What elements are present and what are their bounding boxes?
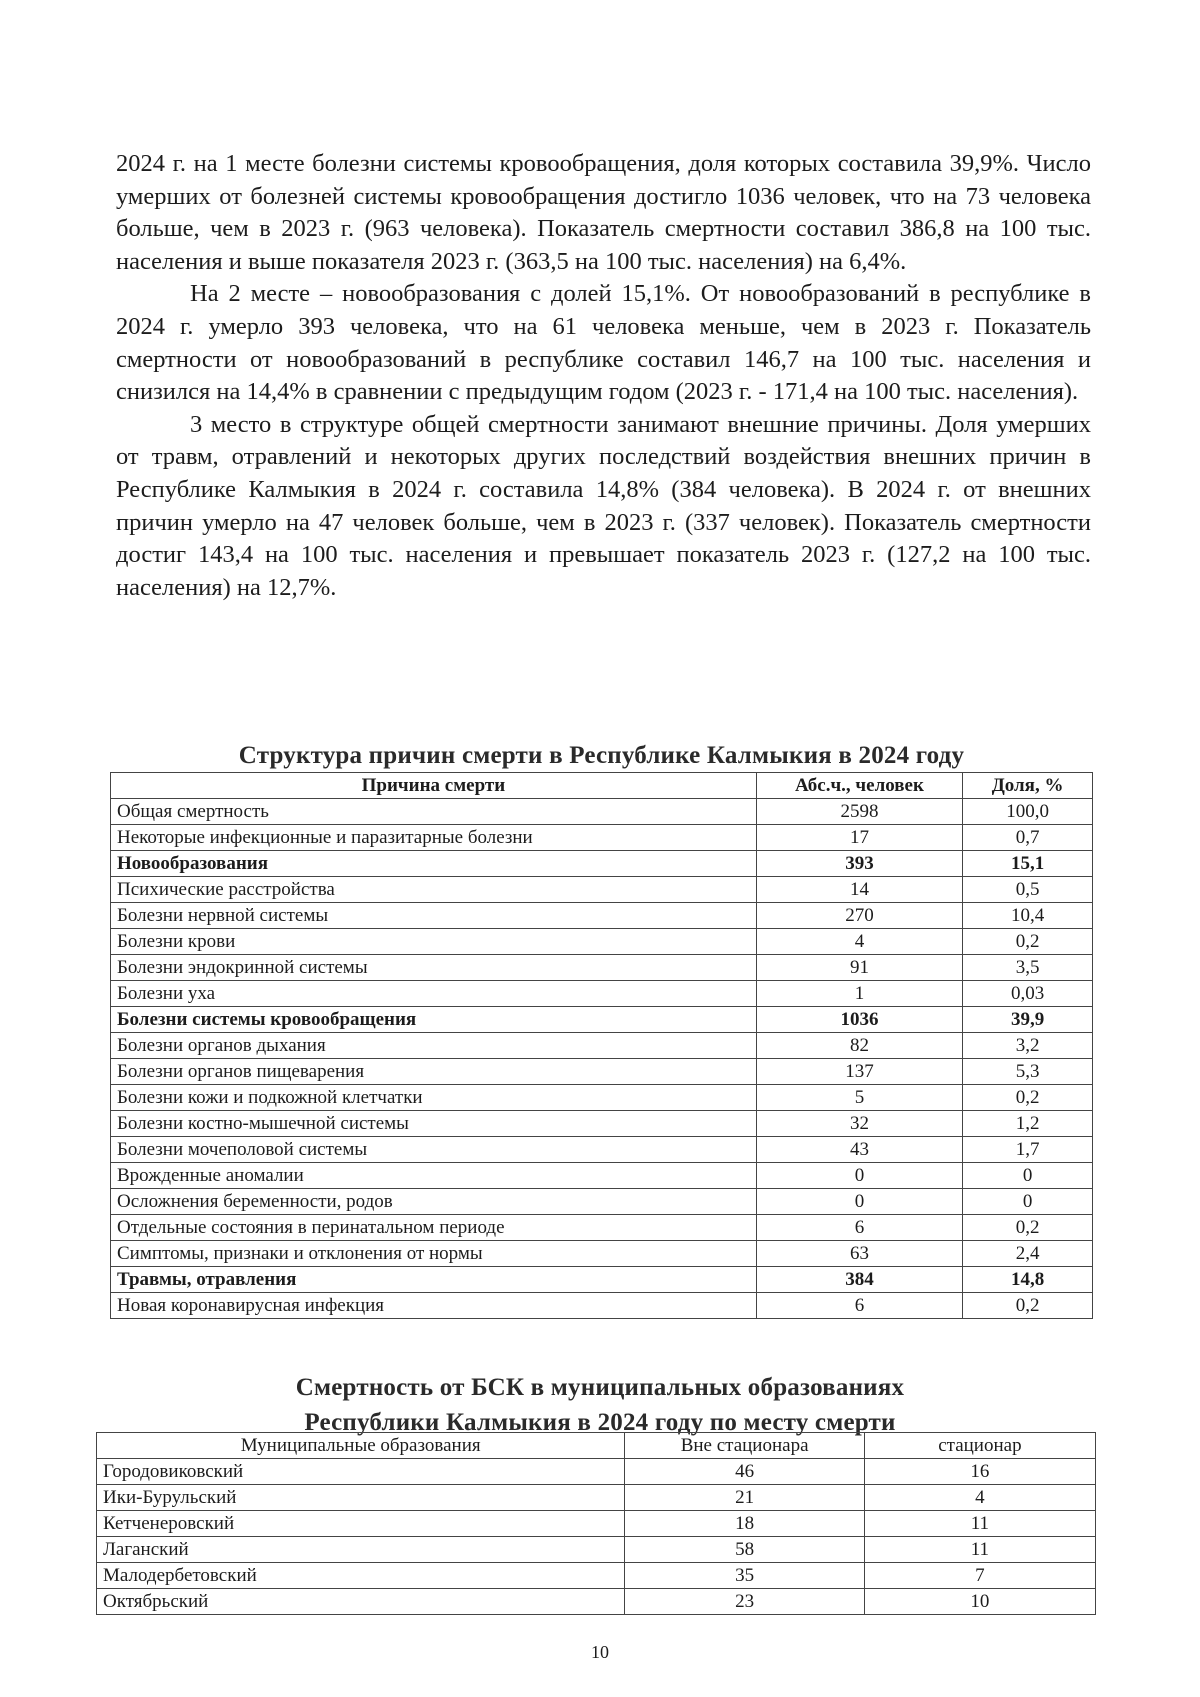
cell-abs: 393 (756, 851, 962, 877)
table-row (111, 929, 1093, 955)
cell-abs: 63 (756, 1241, 962, 1267)
cell-share: 10,4 (963, 903, 1093, 929)
table1-title: Структура причин смерти в Республике Калмыкия в 2024 году (238, 742, 965, 769)
table-row (111, 877, 1093, 903)
cell-outside-hospital: 21 (625, 1485, 864, 1511)
table-row (111, 903, 1093, 929)
cell-abs: 384 (756, 1267, 962, 1293)
cell-cause: Болезни органов пищеварения (111, 1059, 757, 1085)
cell-abs: 91 (756, 955, 962, 981)
cell-cause: Болезни уха (111, 981, 757, 1007)
table-row (111, 981, 1093, 1007)
causes-of-death-table (110, 772, 1093, 1319)
cell-share: 0,2 (963, 929, 1093, 955)
table-row (111, 1215, 1093, 1241)
table-row (111, 1293, 1093, 1319)
cell-share: 1,2 (963, 1111, 1093, 1137)
cell-share: 15,1 (963, 851, 1093, 877)
table-row (97, 1459, 1096, 1485)
table2-title (100, 1370, 1100, 1440)
cell-share: 0,03 (963, 981, 1093, 1007)
cell-outside-hospital: 58 (625, 1537, 864, 1563)
cell-abs: 1036 (756, 1007, 962, 1033)
cell-abs: 137 (756, 1059, 962, 1085)
cell-cause: Болезни кожи и подкожной клетчатки (111, 1085, 757, 1111)
cell-abs: 2598 (756, 799, 962, 825)
table2-title-line1: Смертность от БСК в муниципальных образованиях (295, 1374, 905, 1401)
cell-abs: 17 (756, 825, 962, 851)
cell-abs: 6 (756, 1293, 962, 1319)
cell-share: 0,7 (963, 825, 1093, 851)
cell-cause: Болезни органов дыхания (111, 1033, 757, 1059)
cell-share: 1,7 (963, 1137, 1093, 1163)
cell-cause: Травмы, отравления (111, 1267, 757, 1293)
table-row (111, 955, 1093, 981)
cell-share: 0,5 (963, 877, 1093, 903)
cell-outside-hospital: 18 (625, 1511, 864, 1537)
table-row (111, 1267, 1093, 1293)
table-row (97, 1589, 1096, 1615)
cell-share: 5,3 (963, 1059, 1093, 1085)
cell-cause: Болезни мочеполовой системы (111, 1137, 757, 1163)
table-header-row (97, 1433, 1096, 1459)
cell-share: 0,2 (963, 1085, 1093, 1111)
table2-title-line2: Республики Калмыкия в 2024 году по месту смерти (304, 1409, 896, 1436)
cell-cause: Общая смертность (111, 799, 757, 825)
cell-abs: 82 (756, 1033, 962, 1059)
bsk-municipal-table (96, 1432, 1096, 1615)
cell-abs: 43 (756, 1137, 962, 1163)
cell-municipality: Октябрьский (97, 1589, 625, 1615)
cell-share: 0,2 (963, 1293, 1093, 1319)
cell-cause: Новая коронавирусная инфекция (111, 1293, 757, 1319)
table-row (111, 1189, 1093, 1215)
cell-abs: 270 (756, 903, 962, 929)
cell-share: 100,0 (963, 799, 1093, 825)
cell-municipality: Городовиковский (97, 1459, 625, 1485)
cell-hospital: 7 (864, 1563, 1095, 1589)
table-row (111, 1033, 1093, 1059)
paragraph-3: 3 место в структуре общей смертности занимают внешние причины. Доля умерших от травм, отравлений и некоторых других последствий воздействия внешних причин в Республике Калмыкия в 2024 г. составила 14,8% (384 человека). В 2024 г. от внешних причин умерло на 47 человек больше, чем в 2023 г. (337 человек). Показатель смертности достиг 143,4 на 100 тыс. населения и превышает показатель 2023 г. (127,2 на 100 тыс. населения) на 12,7%. (116, 410, 1091, 601)
table-row (97, 1511, 1096, 1537)
column-header-abs: Абс.ч., человек (756, 773, 962, 799)
cell-municipality: Кетченеровский (97, 1511, 625, 1537)
table-row (97, 1485, 1096, 1511)
cell-cause: Психические расстройства (111, 877, 757, 903)
cell-hospital: 16 (864, 1459, 1095, 1485)
cell-abs: 1 (756, 981, 962, 1007)
cell-cause: Некоторые инфекционные и паразитарные болезни (111, 825, 757, 851)
cell-outside-hospital: 35 (625, 1563, 864, 1589)
cell-municipality: Малодербетовский (97, 1563, 625, 1589)
cell-share: 3,2 (963, 1033, 1093, 1059)
cell-share: 0 (963, 1189, 1093, 1215)
table-header-row (111, 773, 1093, 799)
table-row (111, 1111, 1093, 1137)
cell-cause: Болезни нервной системы (111, 903, 757, 929)
cell-abs: 0 (756, 1189, 962, 1215)
page-number: 10 (591, 1642, 609, 1662)
cell-share: 14,8 (963, 1267, 1093, 1293)
cell-abs: 6 (756, 1215, 962, 1241)
cell-abs: 32 (756, 1111, 962, 1137)
cell-cause: Новообразования (111, 851, 757, 877)
table-row (111, 1059, 1093, 1085)
column-header-cause: Причина смерти (111, 773, 757, 799)
cell-abs: 0 (756, 1163, 962, 1189)
table-row (111, 825, 1093, 851)
cell-hospital: 11 (864, 1511, 1095, 1537)
cell-outside-hospital: 23 (625, 1589, 864, 1615)
cell-municipality: Ики-Бурульский (97, 1485, 625, 1511)
table-row (111, 799, 1093, 825)
column-header-outside-hospital: Вне стационара (625, 1433, 864, 1459)
column-header-municipality: Муниципальные образования (97, 1433, 625, 1459)
cell-hospital: 4 (864, 1485, 1095, 1511)
cell-cause: Болезни костно-мышечной системы (111, 1111, 757, 1137)
cell-cause: Симптомы, признаки и отклонения от нормы (111, 1241, 757, 1267)
paragraph-2: На 2 месте – новообразования с долей 15,1%. От новообразований в республике в 2024 г. умерло 393 человека, что на 61 человека меньше, чем в 2023 г. Показатель смертности от новообразований в республике составил 146,7 на 100 тыс. населения и снизился на 14,4% в сравнении с предыдущим годом (2023 г. - 171,4 на 100 тыс. населения). (116, 280, 1091, 406)
table-row (111, 1241, 1093, 1267)
table-row (111, 1085, 1093, 1111)
cell-cause: Осложнения беременности, родов (111, 1189, 757, 1215)
column-header-share: Доля, % (963, 773, 1093, 799)
cell-abs: 14 (756, 877, 962, 903)
cell-abs: 4 (756, 929, 962, 955)
cell-municipality: Лаганский (97, 1537, 625, 1563)
cell-share: 3,5 (963, 955, 1093, 981)
cell-share: 0 (963, 1163, 1093, 1189)
column-header-hospital: стационар (864, 1433, 1095, 1459)
cell-cause: Болезни системы кровообращения (111, 1007, 757, 1033)
table-row (111, 1163, 1093, 1189)
cell-hospital: 10 (864, 1589, 1095, 1615)
cell-hospital: 11 (864, 1537, 1095, 1563)
cell-share: 2,4 (963, 1241, 1093, 1267)
cell-cause: Болезни крови (111, 929, 757, 955)
table-row (111, 851, 1093, 877)
cell-share: 0,2 (963, 1215, 1093, 1241)
cell-cause: Болезни эндокринной системы (111, 955, 757, 981)
cell-cause: Врожденные аномалии (111, 1163, 757, 1189)
table-row (97, 1537, 1096, 1563)
cell-abs: 5 (756, 1085, 962, 1111)
cell-share: 39,9 (963, 1007, 1093, 1033)
table-row (111, 1007, 1093, 1033)
table-row (97, 1563, 1096, 1589)
table-row (111, 1137, 1093, 1163)
body-text (116, 148, 1091, 604)
cell-outside-hospital: 46 (625, 1459, 864, 1485)
paragraph-1: 2024 г. на 1 месте болезни системы кровообращения, доля которых составила 39,9%. Число умерших от болезней системы кровообращения достигло 1036 человек, что на 73 человека больше, чем в 2023 г. (963 человека). Показатель смертности составил 386,8 на 100 тыс. населения и выше показателя 2023 г. (363,5 на 100 тыс. населения) на 6,4%. (116, 150, 1091, 275)
cell-cause: Отдельные состояния в перинатальном периоде (111, 1215, 757, 1241)
